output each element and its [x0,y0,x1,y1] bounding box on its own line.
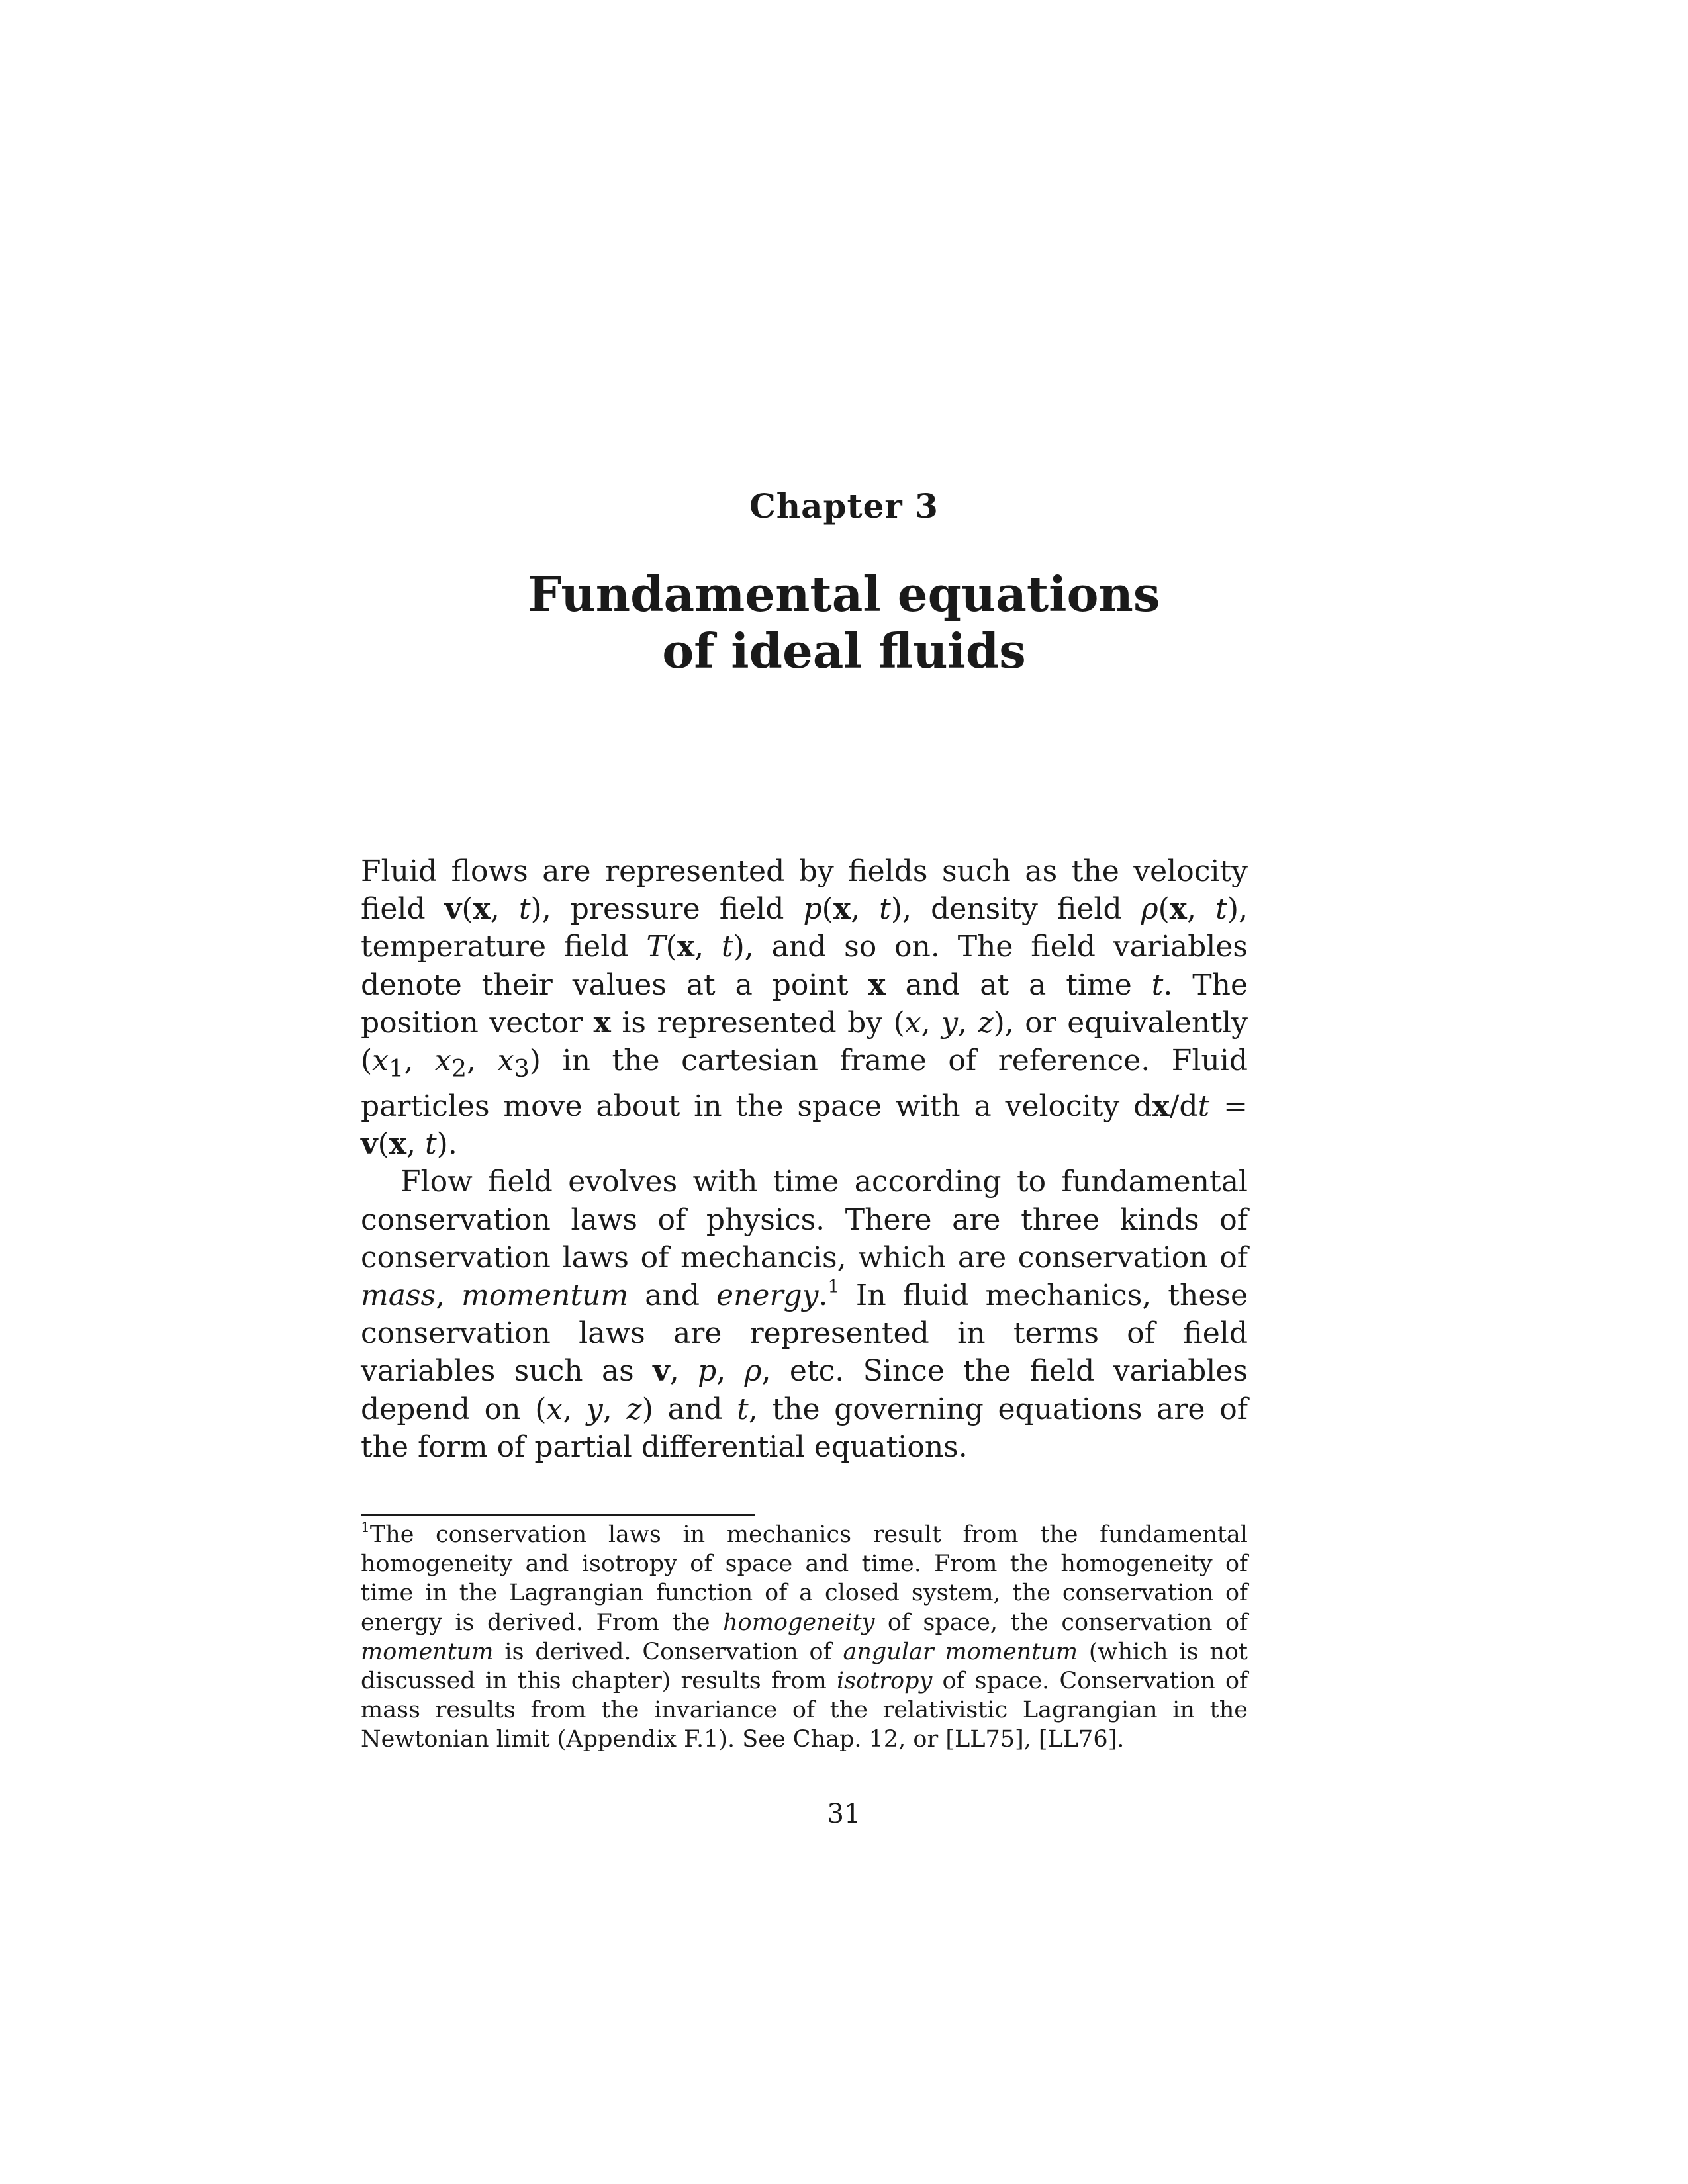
chapter-title-line-2: of ideal fluids [662,623,1026,679]
footnote-rule [361,1514,755,1516]
body-text [361,852,1248,1466]
chapter-title [0,566,1688,680]
chapter-title-line-1: Fundamental equations [528,566,1160,622]
paragraph-2: Flow field evolves with time according to fundamental conservation laws of physics. There are three kinds of conservation laws of mechancis, which are conservation of mass, momentum and energy.$^1$ In fluid mechanics, these conservation laws are represented in terms of field variables such as v, p, ρ, etc. Since the field variables depend on (x, y, z) and t, the governing equations are of the form of partial differential equations. [361,1165,1248,1464]
page-number: 31 [827,1799,861,1829]
footnote-1: $^1$The conservation laws in mechanics result from the fundamental homogeneity and isotropy of space and time. From the homogeneity of time in the Lagrangian function of a closed system, the conservation of energy is derived. From the homogeneity of space, the conservation of momentum is derived. Conservation of angular momentum (which is not discussed in this chapter) results from isotropy of space. Conservation of mass results from the invariance of the relativistic Lagrangian in the Newtonian limit (Appendix F.1). See Chap. 12, or [LL75], [LL76]. [361,1519,1248,1753]
paragraph-1: Fluid flows are represented by fields such as the velocity field v(x, t), pressure field p(x, t), density field ρ(x, t), temperature field T(x, t), and so on. The field variables denote their values at a point x and at a time t. The position vector x is represented by (x, y, z), or equivalently ($x_1$, $x_2$, $x_3$) in the cartesian frame of reference. Fluid particles move about in the space with a velocity dx/dt = v(x, t). [361,854,1248,1161]
chapter-label: Chapter 3 [749,486,939,525]
